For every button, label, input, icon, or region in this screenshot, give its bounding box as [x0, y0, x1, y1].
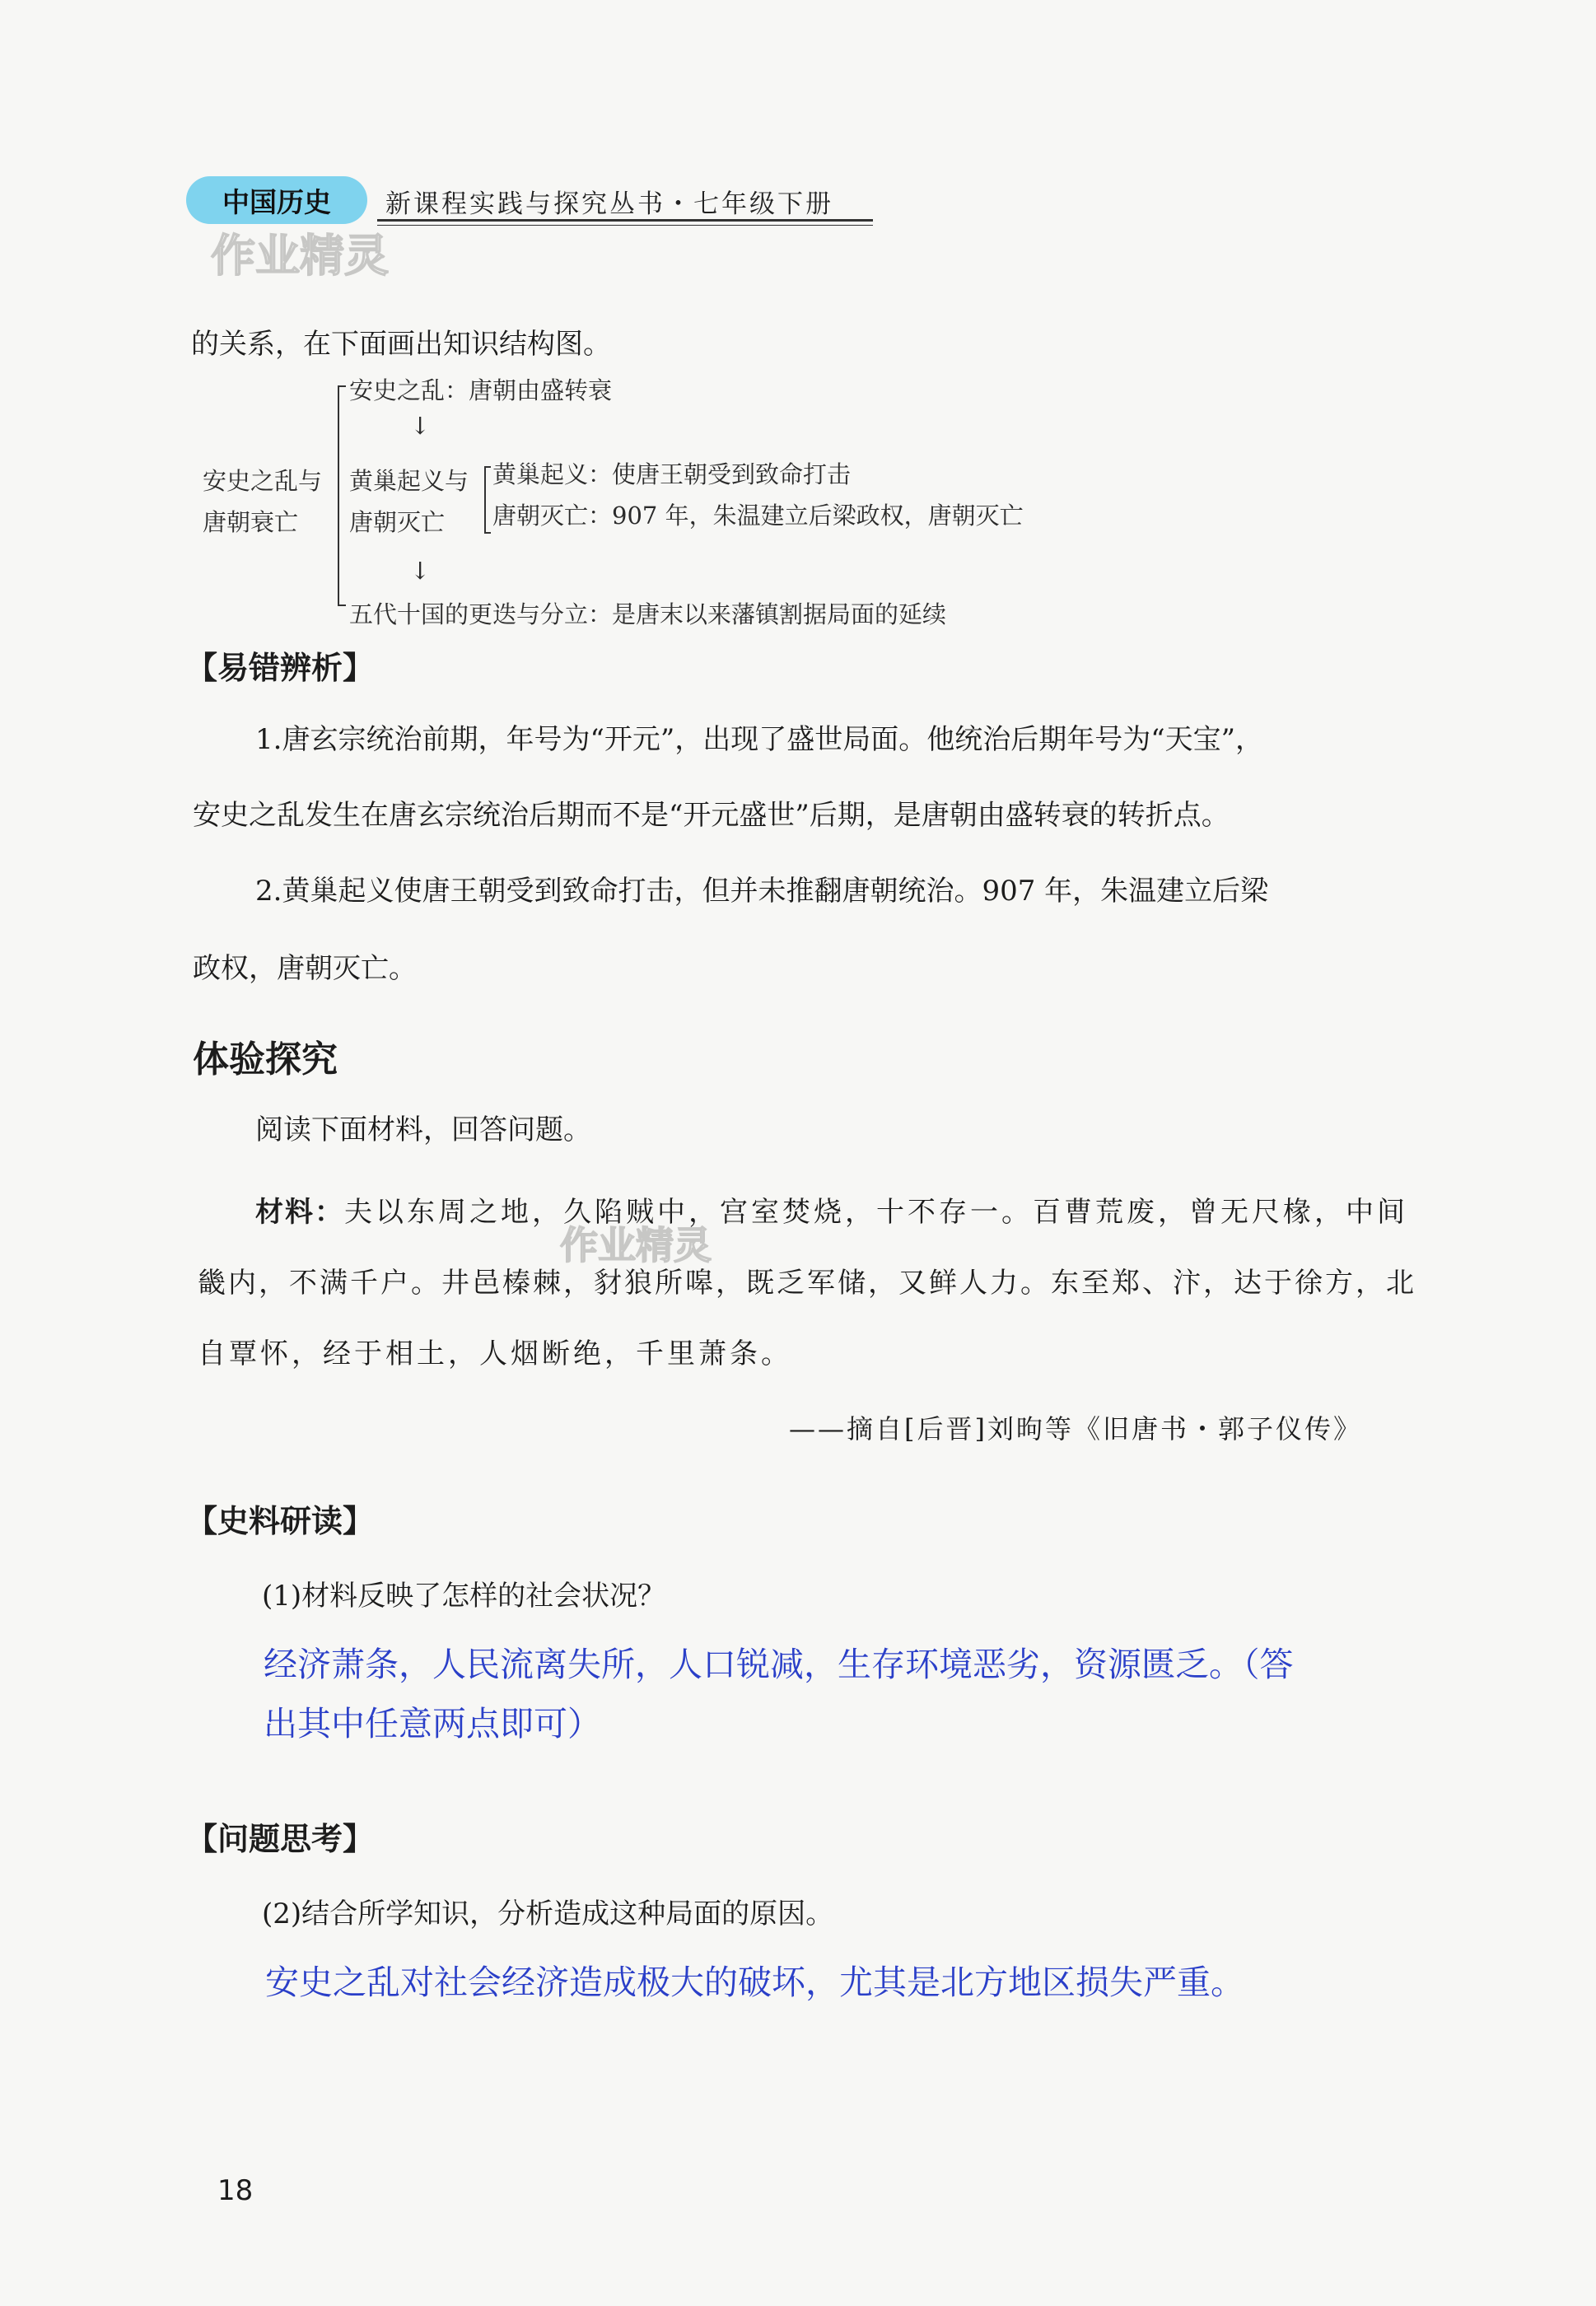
- diagram-arrow-1: ↓: [410, 412, 431, 440]
- diagram-branch-bottom: 五代十国的更迭与分立：是唐末以来藩镇割据局面的延续: [349, 600, 947, 628]
- thinking-question: (2)结合所学知识，分析造成这种局面的原因。: [262, 1898, 834, 1930]
- material-text-1: 夫以东周之地，久陷贼中，宫室焚烧，十不存一。百曹荒废，曾无尺椽，中间: [344, 1196, 1408, 1229]
- diagram-branch-mid-line2: 唐朝灭亡: [349, 508, 446, 536]
- diagram-arrow-2: ↓: [410, 557, 431, 585]
- series-title: 新课程实践与探究丛书・七年级下册: [385, 189, 833, 219]
- subject-badge: 中国历史: [186, 176, 367, 224]
- diagram-inner-bracket-top: [484, 466, 491, 468]
- intro-line: 的关系，在下面画出知识结构图。: [191, 328, 611, 361]
- material-line-3: 自覃怀，经于相土，人烟断绝，千里萧条。: [198, 1337, 792, 1370]
- diagram-inner-bracket: [484, 466, 486, 534]
- diagram-root-line1: 安史之乱与: [203, 467, 323, 495]
- material-line-2: 畿内，不满千户。井邑榛棘，豺狼所嗥，既乏军储，又鲜人力。东至郑、汴，达于徐方，北: [198, 1267, 1416, 1300]
- history-question: (1)材料反映了怎样的社会状况？: [262, 1580, 666, 1613]
- diagram-bracket-top-tick: [338, 385, 346, 387]
- error-analysis-line-4: 政权，唐朝灭亡。: [193, 952, 417, 985]
- diagram-mid-sub1: 黄巢起义：使唐王朝受到致命打击: [492, 460, 852, 488]
- material-line-1: [255, 1189, 1408, 1230]
- error-analysis-line-3: 2.黄巢起义使唐王朝受到致命打击，但并未推翻唐朝统治。907 年，朱温建立后梁: [255, 875, 1269, 908]
- material-label: 材料：: [255, 1196, 344, 1229]
- experience-heading: 体验探究: [193, 1039, 338, 1081]
- watermark-2: 作业精灵: [560, 1223, 712, 1267]
- thinking-answer: 安史之乱对社会经济造成极大的破坏，尤其是北方地区损失严重。: [265, 1963, 1244, 2002]
- material-source: ——摘自[后晋]刘昫等《旧唐书・郭子仪传》: [789, 1413, 1362, 1445]
- history-answer-line-1: 经济萧条，人民流离失所，人口锐减，生存环境恶劣，资源匮乏。（答: [264, 1645, 1294, 1684]
- diagram-mid-sub2: 唐朝灭亡：907 年，朱温建立后梁政权，唐朝灭亡: [492, 502, 1024, 530]
- error-analysis-line-2: 安史之乱发生在唐玄宗统治后期而不是“开元盛世”后期，是唐朝由盛转衰的转折点。: [193, 799, 1230, 832]
- diagram-root-line2: 唐朝衰亡: [203, 508, 299, 536]
- error-analysis-heading: 【易错辨析】: [186, 650, 375, 686]
- page-number: 18: [217, 2174, 254, 2207]
- experience-instruction: 阅读下面材料，回答问题。: [255, 1113, 591, 1146]
- diagram-inner-bracket-bottom: [484, 532, 491, 534]
- diagram-branch-top: 安史之乱：唐朝由盛转衰: [349, 376, 613, 404]
- watermark: 作业精灵: [211, 230, 389, 282]
- diagram-branch-mid-line1: 黄巢起义与: [349, 467, 469, 495]
- knowledge-structure-diagram: [0, 0, 1596, 651]
- diagram-bracket-bottom-tick: [338, 605, 346, 606]
- history-answer-line-2: 出其中任意两点即可）: [264, 1704, 601, 1744]
- history-reading-heading: 【史料研读】: [186, 1503, 375, 1539]
- error-analysis-line-1: 1.唐玄宗统治前期，年号为“开元”，出现了盛世局面。他统治后期年号为“天宝”，: [255, 723, 1263, 756]
- problem-thinking-heading: 【问题思考】: [186, 1821, 375, 1857]
- diagram-left-bracket: [338, 385, 339, 606]
